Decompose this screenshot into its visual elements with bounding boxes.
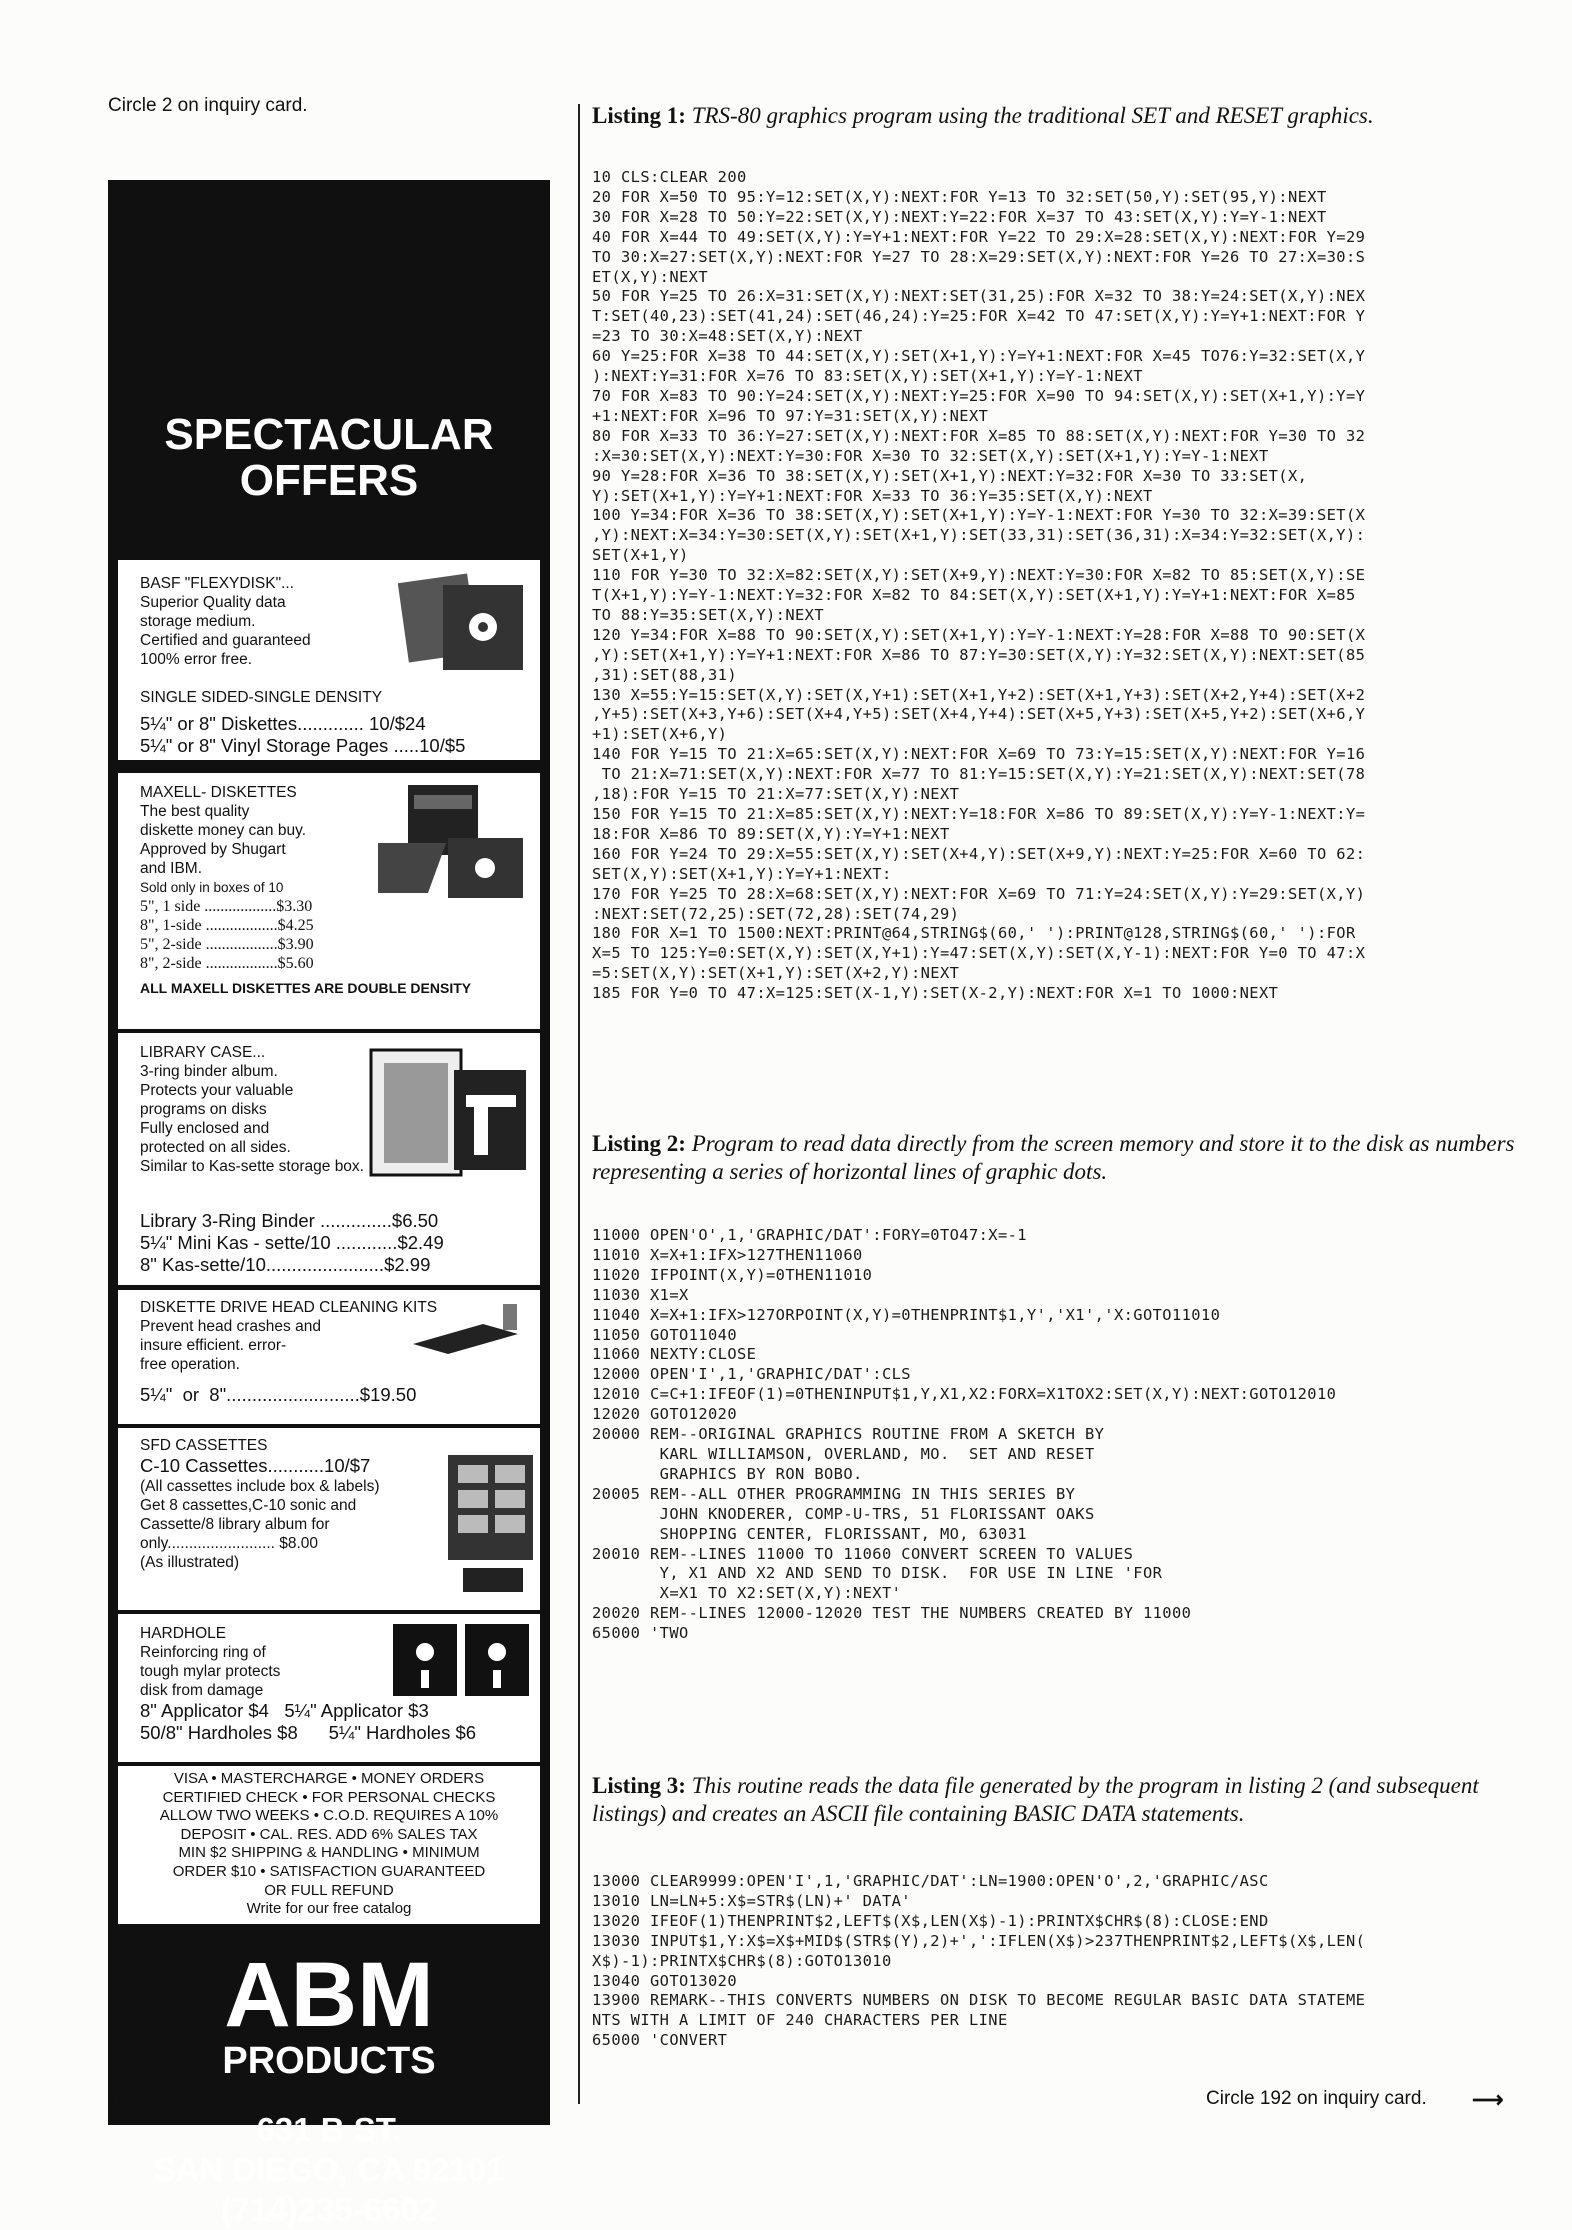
inquiry-card-note-bottom: Circle 192 on inquiry card. bbox=[1206, 2088, 1427, 2109]
binder-album-illustration bbox=[366, 1045, 531, 1185]
code-line: 180 FOR X=1 TO 1500:NEXT:PRINT@64,STRING$(60,' '):PRINT@128,STRING$(60,' '):FOR bbox=[592, 924, 1356, 943]
listing-2-code bbox=[592, 1226, 1522, 1644]
cassette-album-illustration bbox=[443, 1450, 538, 1600]
code-line: Y, X1 AND X2 AND SEND TO DISK. FOR USE IN LINE 'FOR bbox=[592, 1564, 1163, 1583]
code-line: 13010 LN=LN+5:X$=STR$(LN)+' DATA' bbox=[592, 1891, 911, 1910]
code-line: JOHN KNODERER, COMP-U-TRS, 51 FLORISSANT OAKS bbox=[592, 1504, 1095, 1523]
cleaning-kit-illustration bbox=[403, 1304, 533, 1354]
code-line: :X=30:SET(X,Y):NEXT:Y=30:FOR X=30 TO 32:SET(X,Y):SET(X+1,Y):Y=Y-1:NEXT bbox=[592, 446, 1269, 465]
maxell-diskette-box-illustration bbox=[378, 783, 528, 903]
code-line: 13900 REMARK--THIS CONVERTS NUMBERS ON DISK TO BECOME REGULAR BASIC DATA STATEME bbox=[592, 1991, 1366, 2010]
code-line: 12020 GOTO12020 bbox=[592, 1405, 737, 1424]
code-line: 90 Y=28:FOR X=36 TO 38:SET(X,Y):SET(X+1,Y):NEXT:Y=32:FOR X=30 TO 33:SET(X, bbox=[592, 466, 1308, 485]
code-line: =23 TO 30:X=48:SET(X,Y):NEXT bbox=[592, 327, 863, 346]
code-line: T:SET(40,23):SET(41,24):SET(46,24):Y=25:FOR X=42 TO 47:SET(X,Y):Y=Y+1:NEXT:FOR Y bbox=[592, 307, 1366, 326]
maxell-offer: MAXELL- DISKETTES The best quality diskette money can buy. Approved by Shugart and IBM. Sold only in boxes of 10 5", 1 side ..................$3.30 8", 1-side ..................$4.25 5", 2-side ..................$3.90 8", 2-side ..................$5.60 ALL MAXELL DISKETTES ARE DOUBLE DENSITY bbox=[118, 773, 540, 1029]
code-line: :NEXT:SET(72,25):SET(72,28):SET(74,29) bbox=[592, 904, 960, 923]
code-line: 80 FOR X=33 TO 36:Y=27:SET(X,Y):NEXT:FOR X=85 TO 88:SET(X,Y):NEXT:FOR Y=30 TO 32 bbox=[592, 426, 1366, 445]
code-line: +1):SET(X+6,Y) bbox=[592, 725, 728, 744]
code-line: ,Y):NEXT:X=34:Y=30:SET(X,Y):SET(X+1,Y):SET(33,31):SET(36,31):X=34:Y=32:SET(X,Y): bbox=[592, 526, 1366, 545]
code-line: 20010 REM--LINES 11000 TO 11060 CONVERT SCREEN TO VALUES bbox=[592, 1544, 1134, 1563]
code-line: NTS WITH A LIMIT OF 240 CHARACTERS PER LINE bbox=[592, 2011, 1008, 2030]
code-line: 18:FOR X=86 TO 89:SET(X,Y):Y=Y+1:NEXT bbox=[592, 824, 950, 843]
abm-advertisement bbox=[108, 180, 550, 2228]
listing-1-code bbox=[592, 168, 1522, 1004]
abm-logo: ABM bbox=[224, 1944, 434, 2046]
code-line: ET(X,Y):NEXT bbox=[592, 267, 708, 286]
code-line: 20020 REM--LINES 12000-12020 TEST THE NUMBERS CREATED BY 11000 bbox=[592, 1604, 1192, 1623]
code-line: 13020 IFEOF(1)THENPRINT$2,LEFT$(X$,LEN(X$)-1):PRINTX$CHR$(8):CLOSE:END bbox=[592, 1911, 1269, 1930]
code-line: 65000 'CONVERT bbox=[592, 2031, 728, 2050]
listing-3-caption: Listing 3: This routine reads the data file generated by the program in listing 2 (and subsequent listings) and creates an ASCII file containing BASIC DATA statements. bbox=[592, 1773, 1479, 1826]
page-folio: 174 May 1981 © BYTE Publications Inc bbox=[112, 2088, 404, 2109]
code-line: 40 FOR X=44 TO 49:SET(X,Y):Y=Y+1:NEXT:FOR Y=22 TO 29:X=28:SET(X,Y):NEXT:FOR Y=29 bbox=[592, 227, 1366, 246]
code-line: 12000 OPEN'I',1,'GRAPHIC/DAT':CLS bbox=[592, 1365, 911, 1384]
code-line: ,Y+5):SET(X+3,Y+6):SET(X+4,Y+5):SET(X+4,Y+4):SET(X+5,Y+3):SET(X+5,Y+2):SET(X+6,Y bbox=[592, 705, 1366, 724]
floppy-disk-illustration bbox=[398, 570, 528, 680]
code-line: TO 21:X=71:SET(X,Y):NEXT:FOR X=77 TO 81:Y=15:SET(X,Y):Y=21:SET(X,Y):NEXT:SET(78 bbox=[592, 765, 1366, 784]
code-line: 140 FOR Y=15 TO 21:X=65:SET(X,Y):NEXT:FOR X=69 TO 73:Y=15:SET(X,Y):NEXT:FOR Y=16 bbox=[592, 745, 1366, 764]
code-line: 185 FOR Y=0 TO 47:X=125:SET(X-1,Y):SET(X-2,Y):NEXT:FOR X=1 TO 1000:NEXT bbox=[592, 984, 1279, 1003]
code-line: 11030 X1=X bbox=[592, 1285, 689, 1304]
code-line: 120 Y=34:FOR X=88 TO 90:SET(X,Y):SET(X+1,Y):Y=Y-1:NEXT:Y=28:FOR X=88 TO 90:SET(X bbox=[592, 625, 1366, 644]
code-line: =5:SET(X,Y):SET(X+1,Y):SET(X+2,Y):NEXT bbox=[592, 964, 960, 983]
code-line: 65000 'TWO bbox=[592, 1624, 689, 1643]
code-line: X$)-1):PRINTX$CHR$(8):GOTO13010 bbox=[592, 1951, 892, 1970]
library-case-offer: LIBRARY CASE... 3-ring binder album. Protects your valuable programs on disks Fully enclosed and protected on all sides. Similar to Kas-sette storage box. Library 3-Ring Binder ..............$6.50 5¼" Mini Kas - sette/10 ............$2.49 8" Kas-sette/10.......................$2.99 bbox=[118, 1033, 540, 1285]
code-line: TO 30:X=27:SET(X,Y):NEXT:FOR Y=27 TO 28:X=29:SET(X,Y):NEXT:FOR Y=26 TO 27:X=30:S bbox=[592, 247, 1366, 266]
code-line: SHOPPING CENTER, FLORISSANT, MO, 63031 bbox=[592, 1524, 1027, 1543]
hardhole-offer: HARDHOLE Reinforcing ring of tough mylar protects disk from damage 8" Applicator $4 5¼" Applicator $3 50/8" Hardholes $8 5¼" Hardholes $6 bbox=[118, 1614, 540, 1762]
code-line: ):NEXT:Y=31:FOR X=76 TO 83:SET(X,Y):SET(X+1,Y):Y=Y-1:NEXT bbox=[592, 367, 1143, 386]
code-line: 160 FOR Y=24 TO 29:X=55:SET(X,Y):SET(X+4,Y):SET(X+9,Y):NEXT:Y=25:FOR X=60 TO 62: bbox=[592, 844, 1366, 863]
code-line: 13040 GOTO13020 bbox=[592, 1971, 737, 1990]
abm-address: 631 B ST. SAN DIEGO, CA 92101 (714)235-6602 bbox=[153, 2111, 505, 2228]
code-line: 20005 REM--ALL OTHER PROGRAMMING IN THIS SERIES BY bbox=[592, 1484, 1076, 1503]
hardhole-disk-illustration bbox=[393, 1624, 533, 1696]
code-line: 110 FOR Y=30 TO 32:X=82:SET(X,Y):SET(X+9,Y):NEXT:Y=30:FOR X=82 TO 85:SET(X,Y):SE bbox=[592, 566, 1366, 585]
code-line: T(X+1,Y):Y=Y-1:NEXT:Y=32:FOR X=82 TO 84:SET(X,Y):SET(X+1,Y):Y=Y+1:NEXT:FOR X=85 bbox=[592, 586, 1356, 605]
code-line: SET(X+1,Y) bbox=[592, 546, 689, 565]
ordering-terms: VISA • MASTERCHARGE • MONEY ORDERS CERTIFIED CHECK • FOR PERSONAL CHECKS ALLOW TWO WEEKS • C.O.D. REQUIRES A 10% DEPOSIT • CAL. RES. ADD 6% SALES TAX MIN $2 SHIPPING & HANDLING • MINIMUM ORDER $10 • SATISFACTION GUARANTEED OR FULL REFUND Write for our free catalog bbox=[118, 1766, 540, 1924]
code-line: GRAPHICS BY RON BOBO. bbox=[592, 1464, 863, 1483]
code-line: Y):SET(X+1,Y):Y=Y+1:NEXT:FOR X=33 TO 36:Y=35:SET(X,Y):NEXT bbox=[592, 486, 1153, 505]
code-line: 20000 REM--ORIGINAL GRAPHICS ROUTINE FROM A SKETCH BY bbox=[592, 1425, 1105, 1444]
inquiry-card-note-top: Circle 2 on inquiry card. bbox=[108, 95, 308, 116]
basf-offer: BASF "FLEXYDISK"... Superior Quality data storage medium. Certified and guaranteed 100% error free. SINGLE SIDED-SINGLE DENSITY 5¼" or 8" Diskettes............. 10/$24 5¼" or 8" Vinyl Storage Pages .....10/$5 bbox=[118, 560, 540, 760]
code-line: 130 X=55:Y=15:SET(X,Y):SET(X,Y+1):SET(X+1,Y+2):SET(X+1,Y+3):SET(X+2,Y+4):SET(X+2 bbox=[592, 685, 1366, 704]
code-line: X=5 TO 125:Y=0:SET(X,Y):SET(X,Y+1):Y=47:SET(X,Y):SET(X,Y-1):NEXT:FOR Y=0 TO 47:X bbox=[592, 944, 1366, 963]
code-line: 60 Y=25:FOR X=38 TO 44:SET(X,Y):SET(X+1,Y):Y=Y+1:NEXT:FOR X=45 TO76:Y=32:SET(X,Y bbox=[592, 347, 1366, 366]
cassettes-offer: SFD CASSETTES C-10 Cassettes...........10/$7 (All cassettes include box & labels) Get 8 cassettes,C-10 sonic and Cassette/8 library album for only......................... $8.00 (As illustrated) bbox=[118, 1428, 540, 1610]
listing-1-caption: Listing 1: TRS-80 graphics program using the traditional SET and RESET graphics. bbox=[592, 103, 1374, 128]
code-line: KARL WILLIAMSON, OVERLAND, MO. SET AND RESET bbox=[592, 1444, 1095, 1463]
abm-logo-block: ABM PRODUCTS 631 B ST. SAN DIEGO, CA 92101 (714)235-6602 bbox=[108, 1950, 550, 2230]
code-line: X=X1 TO X2:SET(X,Y):NEXT' bbox=[592, 1584, 902, 1603]
code-line: 170 FOR Y=25 TO 28:X=68:SET(X,Y):NEXT:FOR X=69 TO 71:Y=24:SET(X,Y):Y=29:SET(X,Y) bbox=[592, 884, 1366, 903]
code-line: 11040 X=X+1:IFX>127ORPOINT(X,Y)=0THENPRINT$1,Y','X1','X:GOTO11010 bbox=[592, 1305, 1221, 1324]
code-line: 13030 INPUT$1,Y:X$=X$+MID$(STR$(Y),2)+',':IFLEN(X$)>237THENPRINT$2,LEFT$(X$,LEN( bbox=[592, 1931, 1366, 1950]
code-line: ,31):SET(88,31) bbox=[592, 665, 737, 684]
column-divider bbox=[578, 104, 580, 2104]
head-cleaning-kit-offer: DISKETTE DRIVE HEAD CLEANING KITS Prevent head crashes and insure efficient. error- free operation. 5¼" or 8"..........................$19.50 bbox=[118, 1290, 540, 1424]
code-line: 150 FOR Y=15 TO 21:X=85:SET(X,Y):NEXT:Y=18:FOR X=86 TO 89:SET(X,Y):Y=Y-1:NEXT:Y= bbox=[592, 805, 1366, 823]
listing-2-caption: Listing 2: Program to read data directly from the screen memory and store it to the disk as numbers representing a series of horizontal lines of graphic dots. bbox=[592, 1131, 1515, 1184]
code-line: 13000 CLEAR9999:OPEN'I',1,'GRAPHIC/DAT':LN=1900:OPEN'O',2,'GRAPHIC/ASC bbox=[592, 1872, 1269, 1890]
code-line: 11000 OPEN'O',1,'GRAPHIC/DAT':FORY=0TO47:X=-1 bbox=[592, 1226, 1027, 1244]
code-line: 100 Y=34:FOR X=36 TO 38:SET(X,Y):SET(X+1,Y):Y=Y-1:NEXT:FOR Y=30 TO 32:X=39:SET(X bbox=[592, 506, 1366, 525]
code-line: 70 FOR X=83 TO 90:Y=24:SET(X,Y):NEXT:Y=25:FOR X=90 TO 94:SET(X,Y):SET(X+1,Y):Y=Y bbox=[592, 386, 1366, 405]
listing-3-code bbox=[592, 1872, 1522, 2051]
code-line: 50 FOR Y=25 TO 26:X=31:SET(X,Y):NEXT:SET(31,25):FOR X=32 TO 38:Y=24:SET(X,Y):NEX bbox=[592, 287, 1366, 306]
code-line: SET(X,Y):SET(X+1,Y):Y=Y+1:NEXT: bbox=[592, 864, 892, 883]
code-line: 30 FOR X=28 TO 50:Y=22:SET(X,Y):NEXT:Y=22:FOR X=37 TO 43:SET(X,Y):Y=Y-1:NEXT bbox=[592, 207, 1327, 226]
code-line: 10 CLS:CLEAR 200 bbox=[592, 168, 747, 186]
code-line: 11020 IFPOINT(X,Y)=0THEN11010 bbox=[592, 1265, 873, 1284]
code-line: ,Y):SET(X+1,Y):Y=Y+1:NEXT:FOR X=86 TO 87:Y=30:SET(X,Y):Y=32:SET(X,Y):NEXT:SET(85 bbox=[592, 645, 1366, 664]
code-line: ,18):FOR Y=15 TO 21:X=77:SET(X,Y):NEXT bbox=[592, 785, 960, 804]
code-line: 12010 C=C+1:IFEOF(1)=0THENINPUT$1,Y,X1,X2:FORX=X1TOX2:SET(X,Y):NEXT:GOTO12010 bbox=[592, 1385, 1337, 1404]
ad-headline: SPECTACULAR OFFERS bbox=[164, 410, 494, 505]
code-line: 11010 X=X+1:IFX>127THEN11060 bbox=[592, 1245, 863, 1264]
code-line: 11060 NEXTY:CLOSE bbox=[592, 1345, 757, 1364]
arrow-right-icon: ⟶ bbox=[1472, 2087, 1504, 2112]
code-line: 20 FOR X=50 TO 95:Y=12:SET(X,Y):NEXT:FOR Y=13 TO 32:SET(50,Y):SET(95,Y):NEXT bbox=[592, 187, 1327, 206]
code-line: +1:NEXT:FOR X=96 TO 97:Y=31:SET(X,Y):NEXT bbox=[592, 406, 989, 425]
code-line: 11050 GOTO11040 bbox=[592, 1325, 737, 1344]
code-line: TO 88:Y=35:SET(X,Y):NEXT bbox=[592, 605, 824, 624]
